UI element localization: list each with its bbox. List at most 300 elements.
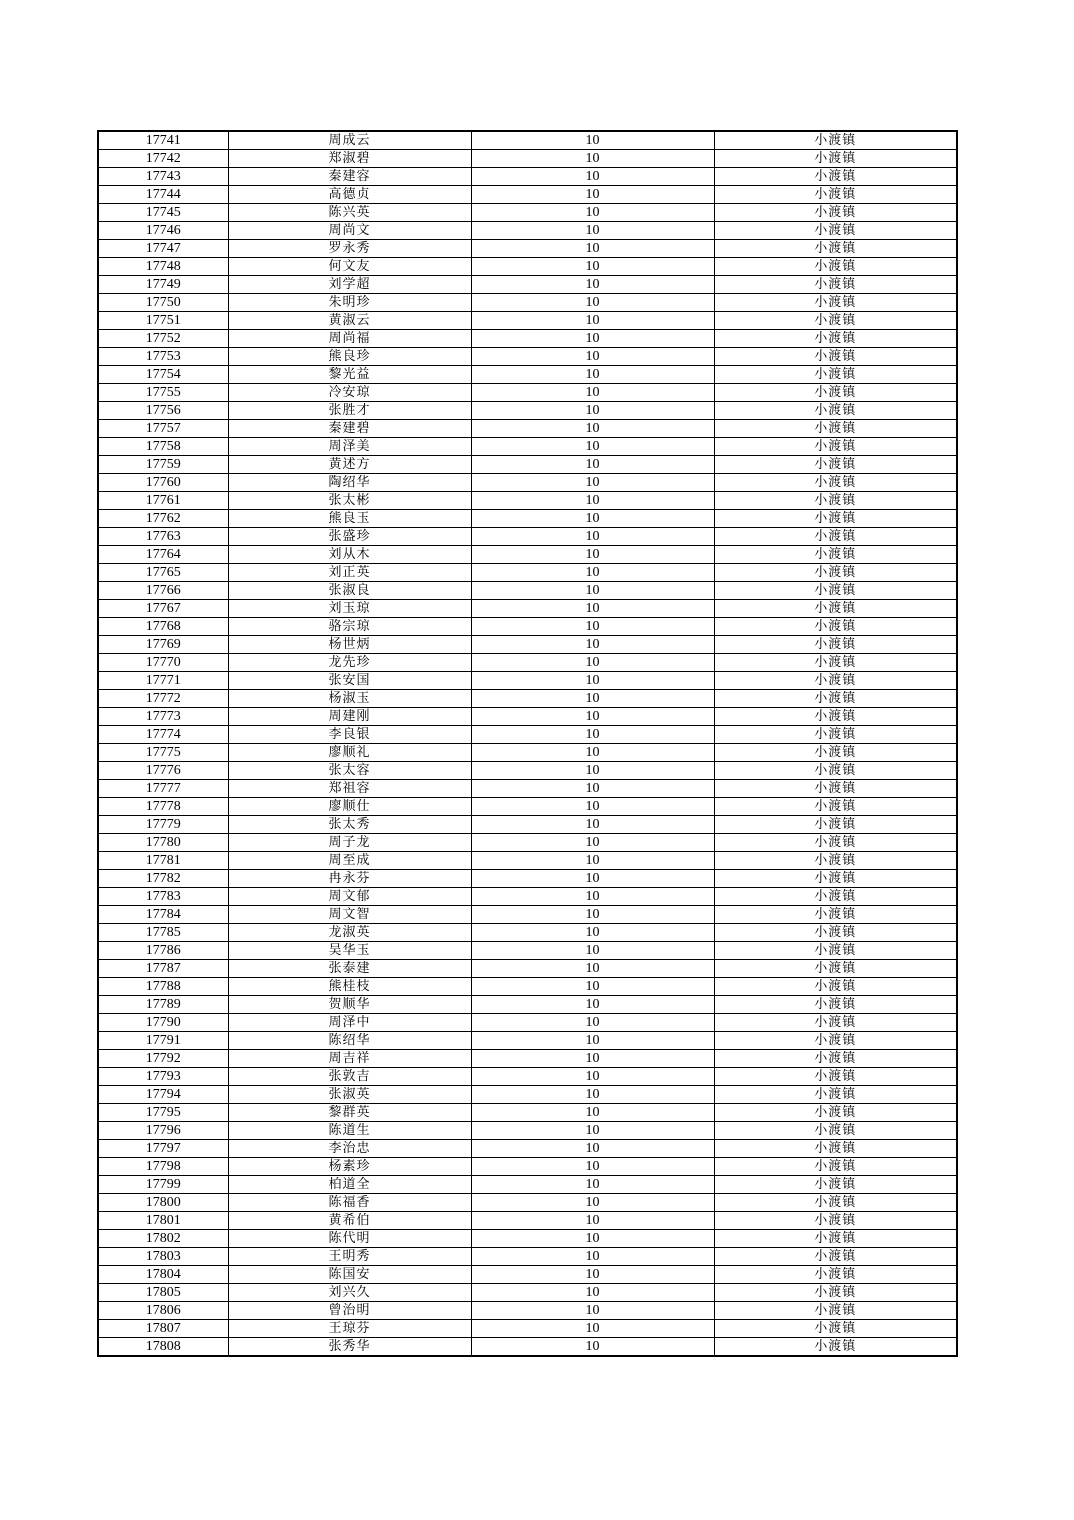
row-number-cell: 17790 (98, 1014, 228, 1032)
person-name-cell: 张盛珍 (228, 528, 471, 546)
row-number-cell: 17753 (98, 348, 228, 366)
town-name-cell: 小渡镇 (714, 258, 957, 276)
person-name-cell: 李治忠 (228, 1140, 471, 1158)
row-number-cell: 17775 (98, 744, 228, 762)
person-name-cell: 张泰建 (228, 960, 471, 978)
town-name-cell: 小渡镇 (714, 960, 957, 978)
row-number-cell: 17758 (98, 438, 228, 456)
person-name-cell: 张胜才 (228, 402, 471, 420)
row-number-cell: 17780 (98, 834, 228, 852)
amount-cell: 10 (471, 1050, 714, 1068)
table-row (98, 492, 957, 510)
row-number-cell: 17751 (98, 312, 228, 330)
amount-cell: 10 (471, 1230, 714, 1248)
town-name-cell: 小渡镇 (714, 762, 957, 780)
town-name-cell: 小渡镇 (714, 1050, 957, 1068)
table-row (98, 1086, 957, 1104)
amount-cell: 10 (471, 1266, 714, 1284)
table-row (98, 1320, 957, 1338)
table-row (98, 852, 957, 870)
amount-cell: 10 (471, 348, 714, 366)
town-name-cell: 小渡镇 (714, 1140, 957, 1158)
table-row (98, 1032, 957, 1050)
amount-cell: 10 (471, 1122, 714, 1140)
person-name-cell: 张太彬 (228, 492, 471, 510)
row-number-cell: 17782 (98, 870, 228, 888)
town-name-cell: 小渡镇 (714, 330, 957, 348)
person-name-cell: 黄淑云 (228, 312, 471, 330)
amount-cell: 10 (471, 708, 714, 726)
town-name-cell: 小渡镇 (714, 798, 957, 816)
table-row (98, 780, 957, 798)
row-number-cell: 17762 (98, 510, 228, 528)
row-number-cell: 17791 (98, 1032, 228, 1050)
person-name-cell: 高德贞 (228, 186, 471, 204)
row-number-cell: 17763 (98, 528, 228, 546)
table-row (98, 510, 957, 528)
table-row (98, 708, 957, 726)
amount-cell: 10 (471, 1302, 714, 1320)
town-name-cell: 小渡镇 (714, 582, 957, 600)
town-name-cell: 小渡镇 (714, 1320, 957, 1338)
town-name-cell: 小渡镇 (714, 546, 957, 564)
table-row (98, 528, 957, 546)
person-name-cell: 郑淑碧 (228, 150, 471, 168)
row-number-cell: 17794 (98, 1086, 228, 1104)
person-name-cell: 张太秀 (228, 816, 471, 834)
amount-cell: 10 (471, 996, 714, 1014)
row-number-cell: 17769 (98, 636, 228, 654)
table-row (98, 1266, 957, 1284)
town-name-cell: 小渡镇 (714, 924, 957, 942)
person-name-cell: 李良银 (228, 726, 471, 744)
row-number-cell: 17806 (98, 1302, 228, 1320)
row-number-cell: 17741 (98, 131, 228, 150)
person-name-cell: 张太容 (228, 762, 471, 780)
amount-cell: 10 (471, 384, 714, 402)
row-number-cell: 17770 (98, 654, 228, 672)
person-name-cell: 张安国 (228, 672, 471, 690)
table-row (98, 744, 957, 762)
row-number-cell: 17797 (98, 1140, 228, 1158)
amount-cell: 10 (471, 1284, 714, 1302)
person-name-cell: 黎群英 (228, 1104, 471, 1122)
row-number-cell: 17742 (98, 150, 228, 168)
town-name-cell: 小渡镇 (714, 1284, 957, 1302)
table-row (98, 690, 957, 708)
row-number-cell: 17773 (98, 708, 228, 726)
person-name-cell: 陈道生 (228, 1122, 471, 1140)
town-name-cell: 小渡镇 (714, 636, 957, 654)
row-number-cell: 17772 (98, 690, 228, 708)
person-name-cell: 龙淑英 (228, 924, 471, 942)
table-row (98, 1212, 957, 1230)
row-number-cell: 17781 (98, 852, 228, 870)
amount-cell: 10 (471, 1068, 714, 1086)
town-name-cell: 小渡镇 (714, 384, 957, 402)
town-name-cell: 小渡镇 (714, 816, 957, 834)
town-name-cell: 小渡镇 (714, 1194, 957, 1212)
table-row (98, 456, 957, 474)
amount-cell: 10 (471, 1140, 714, 1158)
row-number-cell: 17779 (98, 816, 228, 834)
town-name-cell: 小渡镇 (714, 492, 957, 510)
table-row (98, 1014, 957, 1032)
amount-cell: 10 (471, 402, 714, 420)
row-number-cell: 17777 (98, 780, 228, 798)
town-name-cell: 小渡镇 (714, 312, 957, 330)
amount-cell: 10 (471, 1104, 714, 1122)
amount-cell: 10 (471, 1320, 714, 1338)
row-number-cell: 17795 (98, 1104, 228, 1122)
row-number-cell: 17801 (98, 1212, 228, 1230)
town-name-cell: 小渡镇 (714, 978, 957, 996)
table-row (98, 240, 957, 258)
amount-cell: 10 (471, 762, 714, 780)
person-name-cell: 陈兴英 (228, 204, 471, 222)
table-row (98, 996, 957, 1014)
table-row (98, 870, 957, 888)
person-name-cell: 秦建碧 (228, 420, 471, 438)
row-number-cell: 17761 (98, 492, 228, 510)
amount-cell: 10 (471, 546, 714, 564)
row-number-cell: 17754 (98, 366, 228, 384)
table-row (98, 546, 957, 564)
table-row (98, 312, 957, 330)
amount-cell: 10 (471, 726, 714, 744)
person-name-cell: 张淑英 (228, 1086, 471, 1104)
town-name-cell: 小渡镇 (714, 1230, 957, 1248)
amount-cell: 10 (471, 1176, 714, 1194)
table-row (98, 222, 957, 240)
table-row (98, 1068, 957, 1086)
town-name-cell: 小渡镇 (714, 1338, 957, 1357)
town-name-cell: 小渡镇 (714, 888, 957, 906)
town-name-cell: 小渡镇 (714, 402, 957, 420)
table-row (98, 384, 957, 402)
person-name-cell: 何文友 (228, 258, 471, 276)
town-name-cell: 小渡镇 (714, 654, 957, 672)
person-name-cell: 周建刚 (228, 708, 471, 726)
town-name-cell: 小渡镇 (714, 1122, 957, 1140)
person-name-cell: 刘学超 (228, 276, 471, 294)
town-name-cell: 小渡镇 (714, 1212, 957, 1230)
amount-cell: 10 (471, 240, 714, 258)
row-number-cell: 17759 (98, 456, 228, 474)
town-name-cell: 小渡镇 (714, 690, 957, 708)
amount-cell: 10 (471, 744, 714, 762)
table-row (98, 762, 957, 780)
town-name-cell: 小渡镇 (714, 852, 957, 870)
town-name-cell: 小渡镇 (714, 168, 957, 186)
person-name-cell: 杨世炳 (228, 636, 471, 654)
table-row (98, 726, 957, 744)
town-name-cell: 小渡镇 (714, 276, 957, 294)
table-row (98, 474, 957, 492)
table-row (98, 1248, 957, 1266)
amount-cell: 10 (471, 960, 714, 978)
amount-cell: 10 (471, 456, 714, 474)
amount-cell: 10 (471, 1158, 714, 1176)
amount-cell: 10 (471, 1086, 714, 1104)
table-row (98, 276, 957, 294)
table-row (98, 150, 957, 168)
person-name-cell: 张淑良 (228, 582, 471, 600)
town-name-cell: 小渡镇 (714, 1248, 957, 1266)
person-name-cell: 周泽美 (228, 438, 471, 456)
table-row (98, 204, 957, 222)
amount-cell: 10 (471, 636, 714, 654)
person-name-cell: 黄希伯 (228, 1212, 471, 1230)
table-row (98, 438, 957, 456)
row-number-cell: 17768 (98, 618, 228, 636)
amount-cell: 10 (471, 1338, 714, 1357)
person-name-cell: 骆宗琼 (228, 618, 471, 636)
amount-cell: 10 (471, 942, 714, 960)
person-name-cell: 柏道全 (228, 1176, 471, 1194)
table-row (98, 1140, 957, 1158)
person-name-cell: 杨淑玉 (228, 690, 471, 708)
person-name-cell: 张秀华 (228, 1338, 471, 1357)
person-name-cell: 廖顺礼 (228, 744, 471, 762)
amount-cell: 10 (471, 222, 714, 240)
amount-cell: 10 (471, 816, 714, 834)
town-name-cell: 小渡镇 (714, 474, 957, 492)
row-number-cell: 17752 (98, 330, 228, 348)
town-name-cell: 小渡镇 (714, 744, 957, 762)
town-name-cell: 小渡镇 (714, 204, 957, 222)
table-row (98, 168, 957, 186)
person-name-cell: 周子龙 (228, 834, 471, 852)
town-name-cell: 小渡镇 (714, 672, 957, 690)
amount-cell: 10 (471, 906, 714, 924)
table-row (98, 672, 957, 690)
person-name-cell: 冉永芬 (228, 870, 471, 888)
town-name-cell: 小渡镇 (714, 600, 957, 618)
amount-cell: 10 (471, 564, 714, 582)
row-number-cell: 17798 (98, 1158, 228, 1176)
amount-cell: 10 (471, 834, 714, 852)
town-name-cell: 小渡镇 (714, 1014, 957, 1032)
town-name-cell: 小渡镇 (714, 222, 957, 240)
row-number-cell: 17745 (98, 204, 228, 222)
person-name-cell: 熊良珍 (228, 348, 471, 366)
town-name-cell: 小渡镇 (714, 618, 957, 636)
row-number-cell: 17750 (98, 294, 228, 312)
row-number-cell: 17796 (98, 1122, 228, 1140)
table-row (98, 366, 957, 384)
person-name-cell: 周吉祥 (228, 1050, 471, 1068)
person-name-cell: 贺顺华 (228, 996, 471, 1014)
person-name-cell: 周文智 (228, 906, 471, 924)
town-name-cell: 小渡镇 (714, 294, 957, 312)
person-name-cell: 廖顺仕 (228, 798, 471, 816)
table-row (98, 888, 957, 906)
person-name-cell: 王琼芬 (228, 1320, 471, 1338)
person-name-cell: 朱明珍 (228, 294, 471, 312)
person-name-cell: 周文郁 (228, 888, 471, 906)
amount-cell: 10 (471, 510, 714, 528)
amount-cell: 10 (471, 600, 714, 618)
person-name-cell: 杨素珍 (228, 1158, 471, 1176)
row-number-cell: 17786 (98, 942, 228, 960)
row-number-cell: 17757 (98, 420, 228, 438)
amount-cell: 10 (471, 474, 714, 492)
town-name-cell: 小渡镇 (714, 150, 957, 168)
table-row (98, 294, 957, 312)
amount-cell: 10 (471, 672, 714, 690)
row-number-cell: 17747 (98, 240, 228, 258)
town-name-cell: 小渡镇 (714, 780, 957, 798)
row-number-cell: 17804 (98, 1266, 228, 1284)
person-name-cell: 龙先珍 (228, 654, 471, 672)
row-number-cell: 17800 (98, 1194, 228, 1212)
person-name-cell: 罗永秀 (228, 240, 471, 258)
table-row (98, 1050, 957, 1068)
town-name-cell: 小渡镇 (714, 1158, 957, 1176)
table-row (98, 1302, 957, 1320)
person-name-cell: 冷安琼 (228, 384, 471, 402)
town-name-cell: 小渡镇 (714, 420, 957, 438)
amount-cell: 10 (471, 870, 714, 888)
amount-cell: 10 (471, 852, 714, 870)
person-name-cell: 王明秀 (228, 1248, 471, 1266)
table-row (98, 330, 957, 348)
town-name-cell: 小渡镇 (714, 1104, 957, 1122)
table-row (98, 1284, 957, 1302)
row-number-cell: 17788 (98, 978, 228, 996)
amount-cell: 10 (471, 294, 714, 312)
amount-cell: 10 (471, 1248, 714, 1266)
person-name-cell: 刘兴久 (228, 1284, 471, 1302)
table-row (98, 978, 957, 996)
amount-cell: 10 (471, 690, 714, 708)
town-name-cell: 小渡镇 (714, 1032, 957, 1050)
town-name-cell: 小渡镇 (714, 1068, 957, 1086)
row-number-cell: 17744 (98, 186, 228, 204)
person-name-cell: 周至成 (228, 852, 471, 870)
person-name-cell: 陈代明 (228, 1230, 471, 1248)
row-number-cell: 17774 (98, 726, 228, 744)
row-number-cell: 17743 (98, 168, 228, 186)
town-name-cell: 小渡镇 (714, 1266, 957, 1284)
row-number-cell: 17760 (98, 474, 228, 492)
row-number-cell: 17776 (98, 762, 228, 780)
table-row (98, 600, 957, 618)
person-name-cell: 黎光益 (228, 366, 471, 384)
row-number-cell: 17785 (98, 924, 228, 942)
table-row (98, 924, 957, 942)
person-name-cell: 熊良玉 (228, 510, 471, 528)
table-row (98, 1176, 957, 1194)
person-name-cell: 周泽中 (228, 1014, 471, 1032)
table-row (98, 1158, 957, 1176)
town-name-cell: 小渡镇 (714, 456, 957, 474)
table-row (98, 906, 957, 924)
town-name-cell: 小渡镇 (714, 1176, 957, 1194)
amount-cell: 10 (471, 168, 714, 186)
town-name-cell: 小渡镇 (714, 240, 957, 258)
person-name-cell: 张敦吉 (228, 1068, 471, 1086)
town-name-cell: 小渡镇 (714, 726, 957, 744)
person-name-cell: 熊桂枝 (228, 978, 471, 996)
table-row (98, 582, 957, 600)
table-row (98, 420, 957, 438)
row-number-cell: 17749 (98, 276, 228, 294)
amount-cell: 10 (471, 258, 714, 276)
row-number-cell: 17783 (98, 888, 228, 906)
person-name-cell: 陈国安 (228, 1266, 471, 1284)
table-row (98, 1194, 957, 1212)
amount-cell: 10 (471, 276, 714, 294)
table-row (98, 1338, 957, 1357)
table-row (98, 348, 957, 366)
amount-cell: 10 (471, 186, 714, 204)
table-row (98, 1104, 957, 1122)
person-name-cell: 曾治明 (228, 1302, 471, 1320)
table-row (98, 834, 957, 852)
amount-cell: 10 (471, 798, 714, 816)
row-number-cell: 17771 (98, 672, 228, 690)
town-name-cell: 小渡镇 (714, 528, 957, 546)
amount-cell: 10 (471, 780, 714, 798)
row-number-cell: 17778 (98, 798, 228, 816)
amount-cell: 10 (471, 204, 714, 222)
person-name-cell: 吴华玉 (228, 942, 471, 960)
town-name-cell: 小渡镇 (714, 1086, 957, 1104)
town-name-cell: 小渡镇 (714, 366, 957, 384)
amount-cell: 10 (471, 1212, 714, 1230)
person-name-cell: 周成云 (228, 131, 471, 150)
amount-cell: 10 (471, 150, 714, 168)
amount-cell: 10 (471, 1032, 714, 1050)
roster-table (97, 130, 958, 1357)
table-row (98, 131, 957, 150)
row-number-cell: 17755 (98, 384, 228, 402)
amount-cell: 10 (471, 654, 714, 672)
amount-cell: 10 (471, 312, 714, 330)
table-row (98, 960, 957, 978)
person-name-cell: 刘正英 (228, 564, 471, 582)
amount-cell: 10 (471, 1194, 714, 1212)
town-name-cell: 小渡镇 (714, 1302, 957, 1320)
town-name-cell: 小渡镇 (714, 348, 957, 366)
table-row (98, 258, 957, 276)
amount-cell: 10 (471, 582, 714, 600)
row-number-cell: 17807 (98, 1320, 228, 1338)
row-number-cell: 17767 (98, 600, 228, 618)
table-row (98, 564, 957, 582)
amount-cell: 10 (471, 978, 714, 996)
person-name-cell: 刘玉琼 (228, 600, 471, 618)
row-number-cell: 17808 (98, 1338, 228, 1357)
row-number-cell: 17805 (98, 1284, 228, 1302)
row-number-cell: 17793 (98, 1068, 228, 1086)
town-name-cell: 小渡镇 (714, 834, 957, 852)
amount-cell: 10 (471, 888, 714, 906)
town-name-cell: 小渡镇 (714, 131, 957, 150)
town-name-cell: 小渡镇 (714, 708, 957, 726)
person-name-cell: 秦建容 (228, 168, 471, 186)
row-number-cell: 17803 (98, 1248, 228, 1266)
row-number-cell: 17764 (98, 546, 228, 564)
row-number-cell: 17789 (98, 996, 228, 1014)
table-row (98, 942, 957, 960)
town-name-cell: 小渡镇 (714, 186, 957, 204)
person-name-cell: 陈绍华 (228, 1032, 471, 1050)
person-name-cell: 郑祖容 (228, 780, 471, 798)
person-name-cell: 陈福香 (228, 1194, 471, 1212)
